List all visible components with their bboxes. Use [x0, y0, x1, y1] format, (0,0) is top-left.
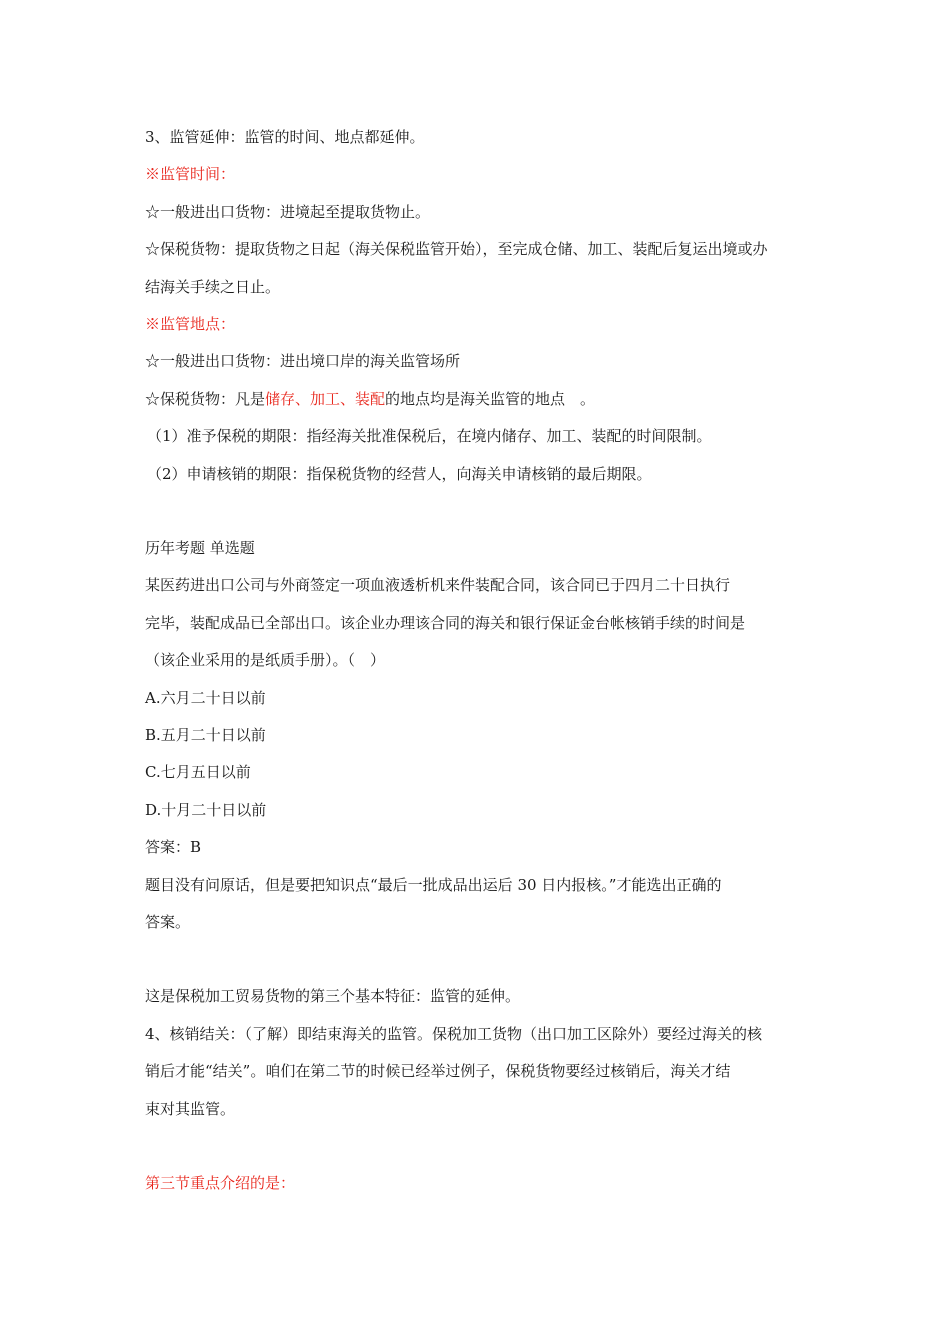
question-line3: （该企业采用的是纸质手册）。（ ）	[145, 651, 386, 669]
explanation-line1: 题目没有问原话，但是要把知识点“最后一批成品出运后 30 日内报核。”才能选出正确的	[145, 876, 722, 894]
section-heading-3: 3、监管延伸：监管的时间、地点都延伸。	[145, 128, 425, 146]
option-b: B.五月二十日以前	[145, 726, 266, 744]
place-bonded-prefix: ☆保税货物：凡是	[145, 390, 266, 408]
place-bonded-goods	[145, 389, 815, 409]
supervision-place-label: ※监管地点：	[145, 315, 236, 333]
time-bonded-goods-line1: ☆保税货物：提取货物之日起（海关保税监管开始），至完成仓储、加工、装配后复运出境或办	[145, 240, 768, 258]
option-d: D.十月二十日以前	[145, 801, 267, 819]
option-a: A.六月二十日以前	[145, 689, 266, 707]
section-4-line2: 销后才能“结关”。咱们在第二节的时候已经举过例子，保税货物要经过核销后，海关才结	[145, 1062, 731, 1080]
section-3-highlight-heading: 第三节重点介绍的是：	[145, 1174, 296, 1192]
exam-title: 历年考题 单选题	[145, 539, 255, 557]
question-line1: 某医药进出口公司与外商签定一项血液透析机来件装配合同，该合同已于四月二十日执行	[145, 576, 731, 594]
question-line2: 完毕，装配成品已全部出口。该企业办理该合同的海关和银行保证金台帐核销手续的时间是	[145, 614, 746, 632]
supervision-time-label: ※监管时间：	[145, 165, 236, 183]
bonded-period-item-2: （2）申请核销的期限：指保税货物的经营人，向海关申请核销的最后期限。	[147, 465, 652, 483]
place-bonded-highlight: 储存、加工、装配	[265, 390, 386, 408]
place-bonded-suffix: 的地点均是海关监管的地点 。	[385, 390, 596, 408]
bonded-period-item-1: （1）准予保税的期限：指经海关批准保税后，在境内储存、加工、装配的时间限制。	[147, 427, 712, 445]
time-general-goods: ☆一般进出口货物：进境起至提取货物止。	[145, 203, 431, 221]
section-4-line1: 4、核销结关：（了解）即结束海关的监管。保税加工货物（出口加工区除外）要经过海关的核	[145, 1025, 763, 1043]
time-bonded-goods-line2: 结海关手续之日止。	[145, 278, 281, 296]
explanation-line2: 答案。	[145, 913, 191, 931]
feature-summary: 这是保税加工贸易货物的第三个基本特征：监管的延伸。	[145, 987, 521, 1005]
section-4-line3: 束对其监管。	[145, 1100, 236, 1118]
answer: 答案：B	[145, 838, 202, 856]
place-general-goods: ☆一般进出口货物：进出境口岸的海关监管场所	[145, 352, 461, 370]
option-c: C.七月五日以前	[145, 763, 251, 781]
